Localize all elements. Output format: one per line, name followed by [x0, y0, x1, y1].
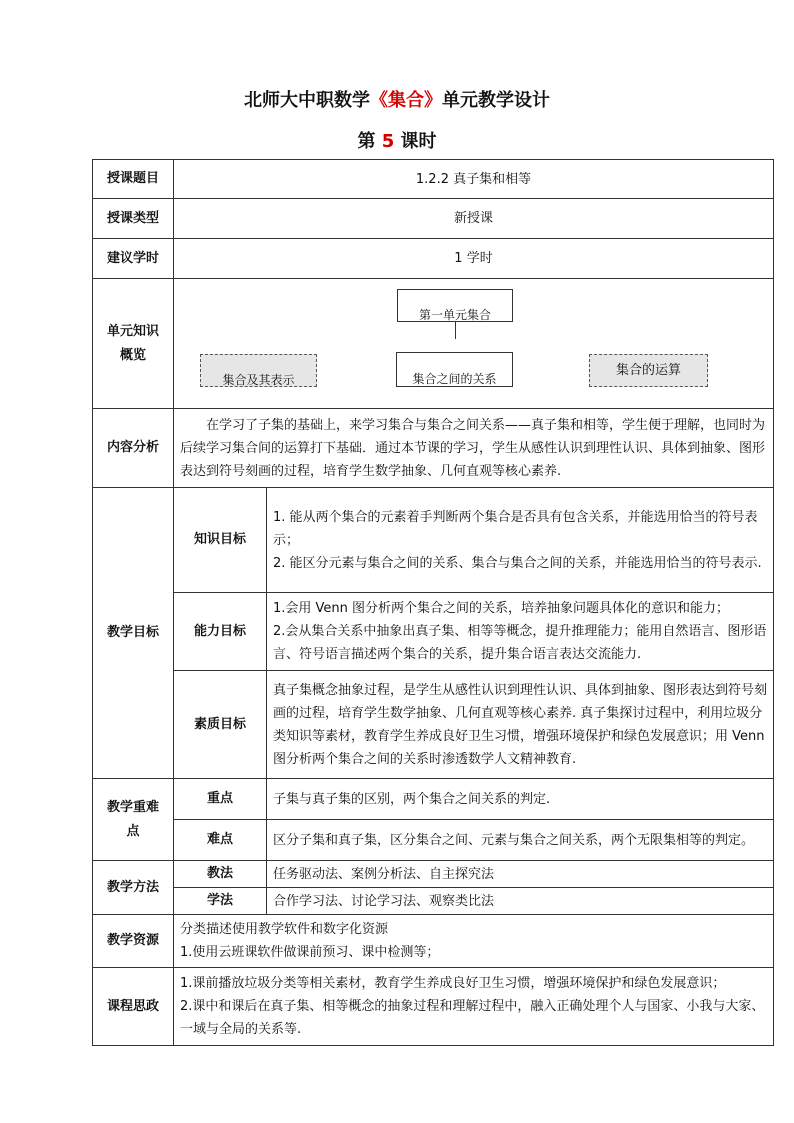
learn-method-text: 合作学习法、讨论学习法、观察类比法: [267, 888, 774, 915]
knowledge-goal-text: [267, 488, 774, 593]
ability-goal-text: [267, 593, 774, 671]
subtitle-suffix: 课时: [400, 131, 437, 152]
row-ability-goal: [93, 593, 774, 671]
analysis-label: 内容分析: [93, 409, 174, 488]
methods-label: 教学方法: [93, 861, 174, 915]
type-value: 新授课: [174, 199, 774, 239]
row-topic: [93, 160, 774, 199]
learn-method-label: 学法: [174, 888, 267, 915]
resources-line-1: 分类描述使用教学软件和数字化资源: [180, 922, 389, 937]
title-highlight: 《集合》: [370, 90, 442, 111]
ability-goal-label: 能力目标: [174, 593, 267, 671]
subtitle-prefix: 第: [357, 131, 376, 152]
lesson-subtitle: [0, 127, 794, 153]
analysis-text: 在学习了子集的基础上，来学习集合与集合之间关系——真子集和相等，学生便于理解，也同时为后续学习集合间的运算打下基础．通过本节课的学习，学生从感性认识到理性认识、具体到抽象、图形表达到符号刻画的过程，培育学生数学抽象、几何直观等核心素养.: [174, 409, 774, 488]
overview-label-line2: 概览: [119, 347, 146, 363]
resources-text: [174, 915, 774, 968]
ideology-label: 课程思政: [93, 968, 174, 1046]
document-title: [0, 86, 794, 112]
hours-label: 建议学时: [93, 239, 174, 279]
diagram-node-set-relations: 集合之间的关系: [396, 352, 513, 387]
ability-goal-2: 2.会从集合关系中抽象出真子集、相等等概念，提升推理能力；能用自然语言、图形语言、符号语言描述两个集合的关系，提升集合语言表达交流能力.: [273, 624, 767, 662]
resources-line-2: 1.使用云班课软件做课前预习、课中检测等；: [180, 945, 440, 960]
teach-method-text: 任务驱动法、案例分析法、自主探究法: [267, 861, 774, 888]
diagram-node-set-operations: 集合的运算: [589, 354, 708, 387]
unit-knowledge-diagram: [174, 280, 773, 408]
ability-goal-1: 1.会用 Venn 图分析两个集合之间的关系，培养抽象问题具体化的意识和能力；: [273, 601, 730, 616]
goals-label: 教学目标: [93, 488, 174, 779]
type-label: 授课类型: [93, 199, 174, 239]
row-knowledge-goal: [93, 488, 774, 593]
overview-label-line1: 单元知识: [106, 323, 159, 339]
ideology-text: [174, 968, 774, 1046]
quality-goal-text: 真子集概念抽象过程，是学生从感性认识到理性认识、具体到抽象、图形表达到符号刻画的过程，培育学生数学抽象、几何直观等核心素养. 真子集探讨过程中，利用垃圾分类知识等素材，教育学生养成良好卫生习惯，增强环境保护和绿色发展意识；用 Venn 图分析两个集合之间的关系时渗透数学人文精神教育.: [267, 671, 774, 779]
row-difficult-point: [93, 820, 774, 861]
title-suffix: 单元教学设计: [442, 90, 550, 111]
key-point-text: 子集与真子集的区别，两个集合之间关系的判定.: [267, 779, 774, 820]
diagram-node-unit: 第一单元集合: [397, 289, 513, 322]
difficult-point-label: 难点: [174, 820, 267, 861]
row-overview: [93, 279, 774, 409]
difficult-point-text: 区分子集和真子集，区分集合之间、元素与集合之间关系，两个无限集相等的判定。: [267, 820, 774, 861]
row-teach-method: [93, 861, 774, 888]
lesson-number: 5: [381, 131, 395, 152]
quality-goal-label: 素质目标: [174, 671, 267, 779]
diagram-connector: [455, 322, 456, 339]
row-learn-method: [93, 888, 774, 915]
key-difficult-label: [93, 779, 174, 861]
hours-value: 1 学时: [174, 239, 774, 279]
knowledge-goal-1: 1. 能从两个集合的元素着手判断两个集合是否具有包含关系，并能选用恰当的符号表示；: [273, 509, 758, 548]
resources-label: 教学资源: [93, 915, 174, 968]
knowledge-goal-label: 知识目标: [174, 488, 267, 593]
topic-label: 授课题目: [93, 160, 174, 199]
key-difficult-label-line2: 点: [126, 823, 140, 839]
row-quality-goal: [93, 671, 774, 779]
title-prefix: 北师大中职数学: [244, 90, 370, 111]
ideology-line-1: 1.课前播放垃圾分类等相关素材，教育学生养成良好卫生习惯，增强环境保护和绿色发展意识；: [180, 976, 726, 991]
key-difficult-label-line1: 教学重难: [106, 799, 159, 815]
overview-diagram-cell: [174, 279, 774, 409]
overview-label: [93, 279, 174, 409]
teach-method-label: 教法: [174, 861, 267, 888]
row-key-point: [93, 779, 774, 820]
row-analysis: [93, 409, 774, 488]
key-point-label: 重点: [174, 779, 267, 820]
diagram-node-set-representation: 集合及其表示: [200, 354, 317, 387]
row-hours: [93, 239, 774, 279]
knowledge-goal-2: 2. 能区分元素与集合之间的关系、集合与集合之间的关系，并能选用恰当的符号表示.: [273, 555, 762, 571]
ideology-line-2: 2.课中和课后在真子集、相等概念的抽象过程和理解过程中，融入正确处理个人与国家、小我与大家、一域与全局的关系等.: [180, 999, 765, 1037]
topic-value: 1.2.2 真子集和相等: [174, 160, 774, 199]
row-type: [93, 199, 774, 239]
lesson-plan-table: [92, 159, 774, 1046]
row-ideology: [93, 968, 774, 1046]
row-resources: [93, 915, 774, 968]
